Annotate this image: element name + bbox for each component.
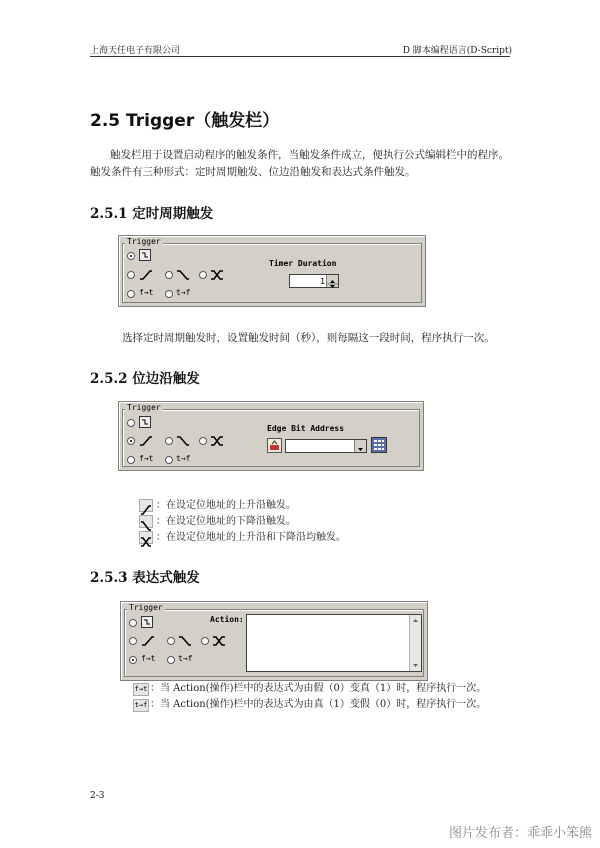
timer-icon [139,416,151,428]
group-label: Trigger [129,603,163,612]
rising-edge-icon [139,435,153,446]
both-edges-desc: ：在设定位地址的上升沿和下降沿均触发。 [156,532,346,543]
f-to-t-radio[interactable] [127,456,135,464]
falling-edge-legend-icon [139,515,153,528]
f-to-t-radio[interactable] [129,656,137,664]
timer-radio[interactable] [127,419,135,427]
dropdown-button[interactable] [354,440,366,452]
f-to-t-label: f→t [139,454,154,463]
header-doc-title: D 脚本编程语言(D-Script) [402,46,512,56]
rising-edge-desc: ：在设定位地址的上升沿触发。 [156,500,296,511]
group-label: Trigger [127,403,161,412]
f-to-t-radio[interactable] [127,290,135,298]
t-to-f-radio[interactable] [167,656,175,664]
rising-edge-icon [141,635,155,646]
both-edges-legend-icon [139,531,153,544]
both-edges-icon [210,269,224,280]
timer-duration-label: Timer Duration [269,259,337,268]
falling-edge-icon [176,435,190,446]
intro-line-2: 触发条件有三种形式：定时周期触发、位边沿触发和表达式条件触发。 [90,166,416,178]
timer-duration-value: 1 [320,277,325,286]
scroll-arrows-icon [410,615,421,671]
t-to-f-label: t→f [178,654,193,663]
subsection-title-edge: 2.5.2 位边沿触发 [90,371,200,387]
falling-edge-icon [178,635,192,646]
spinner-arrows-icon [327,278,338,290]
edge-trigger-panel [118,401,424,471]
chevron-down-icon [355,443,366,455]
timer-caption: 选择定时周期触发时，设置触发时间（秒），则每隔这一段时间，程序执行一次。 [122,332,495,344]
rising-edge-legend-icon [139,499,153,512]
section-title: 2.5 Trigger（触发栏） [90,111,280,131]
t-to-f-radio[interactable] [165,456,173,464]
edge-bit-address-label: Edge Bit Address [267,424,345,433]
t-to-f-radio[interactable] [165,290,173,298]
t-to-f-label: t→f [176,288,191,297]
subsection-title-expression: 2.5.3 表达式触发 [90,570,200,586]
timer-icon [141,616,153,628]
rising-edge-radio[interactable] [129,637,137,645]
subsection-title-timer: 2.5.1 定时周期触发 [90,206,214,222]
both-edges-radio[interactable] [201,637,209,645]
both-edges-radio[interactable] [199,271,207,279]
timer-radio[interactable] [129,619,137,627]
group-label: Trigger [127,237,161,246]
action-scrollbar[interactable] [409,615,421,671]
rising-edge-radio[interactable] [127,437,135,445]
page-number: 2-3 [90,791,105,801]
rising-edge-icon [139,269,153,280]
f-to-t-desc: ：当 Action(操作)栏中的表达式为由假（0）变真（1）时，程序执行一次。 [150,683,487,694]
action-label: Action: [210,615,244,624]
falling-edge-radio[interactable] [167,637,175,645]
expression-trigger-panel [120,601,428,681]
spinner-buttons[interactable] [326,275,338,287]
timer-radio[interactable] [127,252,135,260]
header-rule [90,56,510,57]
falling-edge-desc: ：在设定位地址的下降沿触发。 [156,516,296,527]
address-pick-icon[interactable] [267,438,282,453]
t-to-f-label: t→f [176,454,191,463]
f-to-t-legend-icon: f→t [133,683,149,696]
both-edges-icon [212,635,226,646]
t-to-f-legend-icon: t→f [133,699,149,712]
watermark: 图片发布者：乖乖小笨熊 [448,826,592,841]
f-to-t-label: f→t [141,654,156,663]
edge-bit-address-select[interactable] [285,439,367,453]
timer-duration-input[interactable] [289,274,339,288]
header-company: 上海天任电子有限公司 [90,46,181,56]
falling-edge-icon [176,269,190,280]
both-edges-icon [210,435,224,446]
rising-edge-radio[interactable] [127,271,135,279]
falling-edge-radio[interactable] [165,437,173,445]
falling-edge-radio[interactable] [165,271,173,279]
intro-line-1: 触发栏用于设置启动程序的触发条件，当触发条件成立，便执行公式编辑栏中的程序。 [110,149,509,161]
timer-icon [139,249,151,261]
timer-trigger-panel [118,235,426,307]
both-edges-radio[interactable] [199,437,207,445]
keypad-icon[interactable] [371,437,387,453]
action-textarea[interactable] [246,614,422,672]
f-to-t-label: f→t [139,288,154,297]
t-to-f-desc: ：当 Action(操作)栏中的表达式为由真（1）变假（0）时，程序执行一次。 [150,699,487,710]
